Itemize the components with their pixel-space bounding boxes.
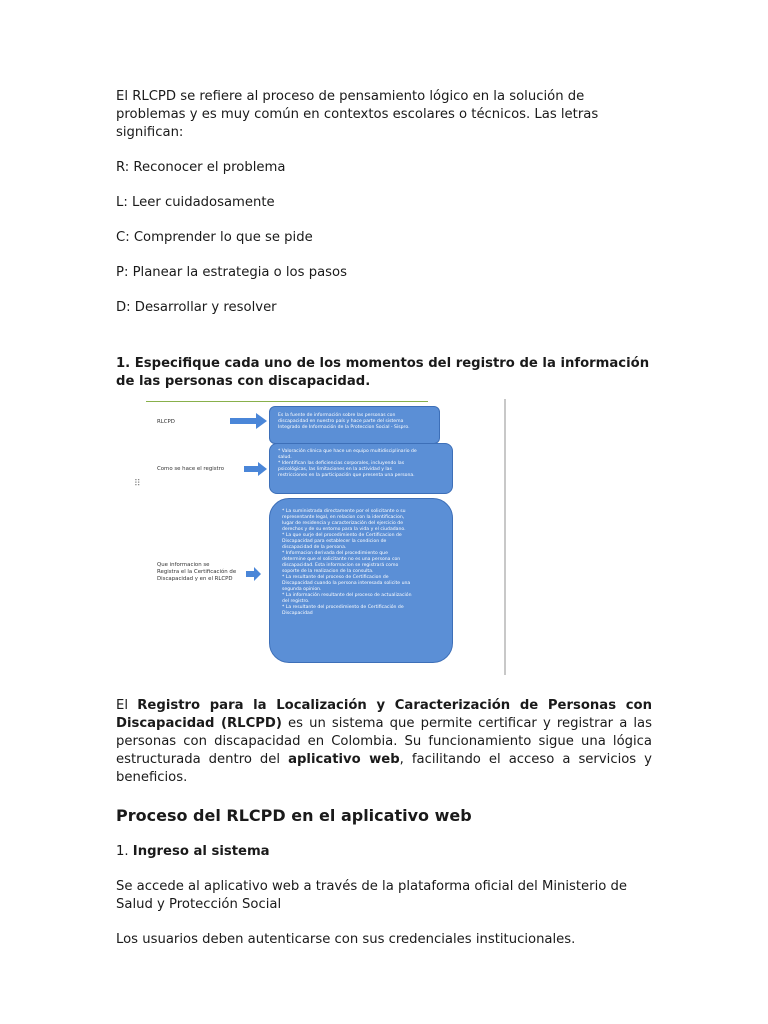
question-1: 1. Especifique cada uno de los momentos del registro de la información de las personas con discapacidad. bbox=[116, 356, 650, 389]
box-que-informacion: * La suministrada directamente por el solicitante o su representante legal, en relacion con la identificacion, lugar de residencia y caracterización del ejercicio de derechos y de su entorno para la vida y el ciudadano. * La que surje del procedimiento de Certificacion de Discapacidad para establecer la condicion de discapacidad de la persona. * Informacion derivada del procedimiento que determine que el solicitante no es una persona con discapacidad. Esta informacion se registrará como soporte de la realizacion de la consulta. * La resultante del proceso de Certificacion de Discapacidad cuando la persona interesada solicite una segunda opinion. * La información resultante del proceso de actualización del registro. * La resultante del procedimiento de Certificación de Discapacidad bbox=[269, 498, 453, 663]
label-que-informacion: Que informacion se Registra el la Certificación de Discapacidad y en el RLCPD bbox=[157, 562, 237, 582]
box-rlcpd-definition: Es la fuente de información sobre las personas con discapacidad en nuestro país y hace parte del sistema Integrado de Información de la Proteccion Social - Sispro. bbox=[269, 406, 440, 444]
box-como-se-hace: * Valoración clínica que hace un equipo multidisciplinario de salud. * Identifican las deficiencias corporales, incluyendo las psicológicas, las limitaciones en la actividad y las restricciones en la participación que presenta una persona. bbox=[269, 443, 453, 494]
diagram-figure bbox=[134, 399, 546, 679]
arrow-right-icon bbox=[244, 462, 268, 476]
figure-side-line bbox=[504, 399, 506, 675]
arrow-right-icon bbox=[230, 413, 268, 429]
drag-handle-icon[interactable]: ⠿ bbox=[134, 479, 141, 489]
step-1-heading: 1. Ingreso al sistema bbox=[116, 844, 270, 859]
label-como-se-hace: Como se hace el registro bbox=[157, 466, 225, 472]
registro-paragraph: El Registro para la Localización y Caracterización de Personas con Discapacidad (RLCPD) es un sistema que permite certificar y registrar a las personas con discapacidad en Colombia. Su funcionamiento sigue una lógica estructurada dentro del aplicativo web, facilitando el acceso a servicios y beneficios. bbox=[116, 698, 653, 785]
section-heading: Proceso del RLCPD en el aplicativo web bbox=[116, 806, 472, 825]
access-paragraph: Se accede al aplicativo web a través de la plataforma oficial del Ministerio de Salud y Protección Social bbox=[116, 879, 628, 912]
letter-c: C: Comprender lo que se pide bbox=[116, 230, 313, 245]
intro-paragraph: El RLCPD se refiere al proceso de pensamiento lógico en la solución de problemas y es muy común en contextos escolares o técnicos. Las letras significan: bbox=[116, 89, 599, 140]
document-page bbox=[116, 88, 652, 949]
letter-d: D: Desarrollar y resolver bbox=[116, 300, 277, 315]
users-paragraph: Los usuarios deben autenticarse con sus credenciales institucionales. bbox=[116, 932, 576, 947]
arrow-right-icon bbox=[246, 567, 262, 581]
letter-p: P: Planear la estrategia o los pasos bbox=[116, 265, 347, 280]
label-rlcpd: RLCPD bbox=[157, 419, 175, 425]
figure-top-line bbox=[146, 401, 428, 402]
letter-l: L: Leer cuidadosamente bbox=[116, 195, 275, 210]
letter-r: R: Reconocer el problema bbox=[116, 160, 286, 175]
